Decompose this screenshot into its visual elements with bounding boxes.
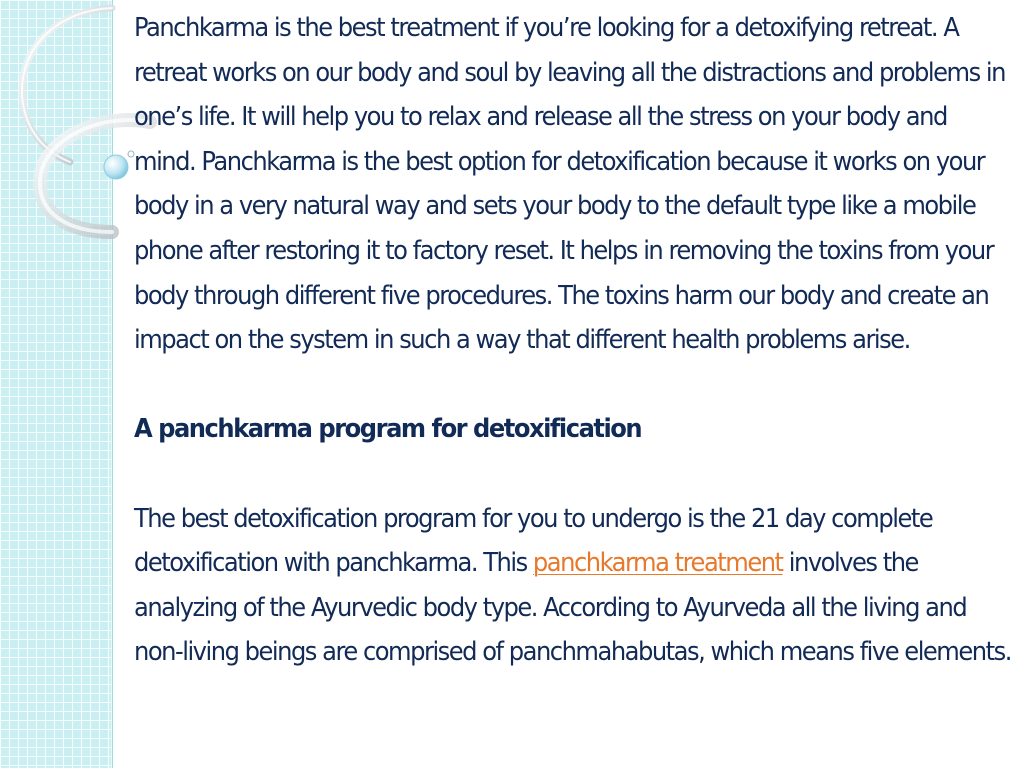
program-paragraph-text-before-link: The best detoxification program for you to undergo is the 21 day complete detoxification with panchkarma. This <box>134 503 933 579</box>
slide-body <box>134 6 1014 675</box>
panchkarma-treatment-link[interactable]: panchkarma treatment <box>532 548 783 579</box>
program-paragraph-text-after-link: involves the analyzing of the Ayurvedic body type. According to Ayurveda all the living and non-living beings are comprised of panchmahabutas, which means five elements. <box>134 548 1011 668</box>
section-heading: A panchkarma program for detoxification <box>134 414 642 445</box>
program-paragraph <box>134 497 1014 675</box>
intro-paragraph: Panchkarma is the best treatment if you’re looking for a detoxifying retreat. A retreat works on our body and soul by leaving all the distractions and problems in one’s life. It will help you to relax and release all the stress on your body and mind. Panchkarma is the best option for detoxification because it works on your body in a very natural way and sets your body to the default type like a mobile phone after restoring it to factory reset. It helps in removing the toxins from your body through different five procedures. The toxins harm our body and create an impact on the system in such a way that different health problems arise. <box>134 13 1005 356</box>
